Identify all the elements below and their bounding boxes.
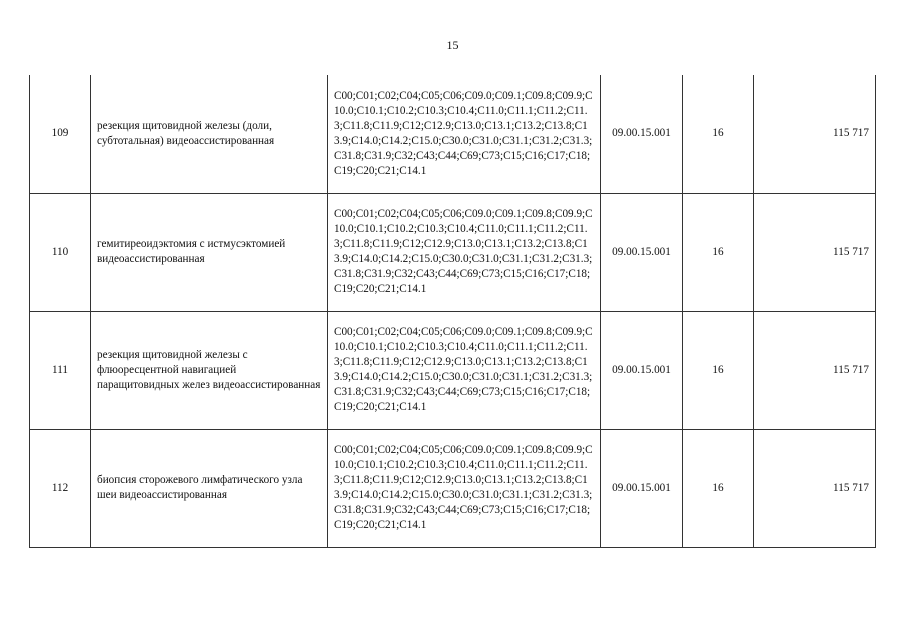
table-row (30, 193, 876, 311)
coefficient: 16 (683, 429, 754, 547)
row-number: 110 (30, 193, 91, 311)
row-number: 111 (30, 311, 91, 429)
icd-codes: C00;C01;C02;C04;C05;C06;C09.0;C09.1;C09.8;C09.9;C10.0;C10.1;C10.2;C10.3;C10.4;C11.0;C11.1;C11.2;C11.3;C11.8;C11.9;C12;C12.9;C13.0;C13.1;C13.2;C13.8;C13.9;C14.0;C14.2;C15.0;C30.0;C31.0;C31.1;C31.2;C31.3;C31.8;C31.9;C32;C43;C44;C69;C73;C15;C16;C17;C18;C19;C20;C21;C14.1 (328, 311, 601, 429)
coefficient: 16 (683, 311, 754, 429)
group-code: 09.00.15.001 (601, 311, 683, 429)
group-code: 09.00.15.001 (601, 429, 683, 547)
table-row (30, 429, 876, 547)
procedure-name: гемитиреоидэктомия с истмусэктомией видеоассистированная (91, 193, 328, 311)
cost-value: 115 717 (754, 193, 876, 311)
icd-codes: C00;C01;C02;C04;C05;C06;C09.0;C09.1;C09.8;C09.9;C10.0;C10.1;C10.2;C10.3;C10.4;C11.0;C11.1;C11.2;C11.3;C11.8;C11.9;C12;C12.9;C13.0;C13.1;C13.2;C13.8;C13.9;C14.0;C14.2;C15.0;C30.0;C31.0;C31.1;C31.2;C31.3;C31.8;C31.9;C32;C43;C44;C69;C73;C15;C16;C17;C18;C19;C20;C21;C14.1 (328, 193, 601, 311)
group-code: 09.00.15.001 (601, 193, 683, 311)
coefficient: 16 (683, 193, 754, 311)
table-row (30, 75, 876, 193)
procedure-name: резекция щитовидной железы с флюоресцентной навигацией паращитовидных желез видеоассистированная (91, 311, 328, 429)
icd-codes: C00;C01;C02;C04;C05;C06;C09.0;C09.1;C09.8;C09.9;C10.0;C10.1;C10.2;C10.3;C10.4;C11.0;C11.1;C11.2;C11.3;C11.8;C11.9;C12;C12.9;C13.0;C13.1;C13.2;C13.8;C13.9;C14.0;C14.2;C15.0;C30.0;C31.0;C31.1;C31.2;C31.3;C31.8;C31.9;C32;C43;C44;C69;C73;C15;C16;C17;C18;C19;C20;C21;C14.1 (328, 429, 601, 547)
table-row (30, 311, 876, 429)
cost-value: 115 717 (754, 429, 876, 547)
row-number: 109 (30, 75, 91, 193)
icd-codes: C00;C01;C02;C04;C05;C06;C09.0;C09.1;C09.8;C09.9;C10.0;C10.1;C10.2;C10.3;C10.4;C11.0;C11.1;C11.2;C11.3;C11.8;C11.9;C12;C12.9;C13.0;C13.1;C13.2;C13.8;C13.9;C14.0;C14.2;C15.0;C30.0;C31.0;C31.1;C31.2;C31.3;C31.8;C31.9;C32;C43;C44;C69;C73;C15;C16;C17;C18;C19;C20;C21;C14.1 (328, 75, 601, 193)
cost-value: 115 717 (754, 75, 876, 193)
procedures-table (29, 75, 876, 548)
cost-value: 115 717 (754, 311, 876, 429)
coefficient: 16 (683, 75, 754, 193)
row-number: 112 (30, 429, 91, 547)
group-code: 09.00.15.001 (601, 75, 683, 193)
procedure-name: резекция щитовидной железы (доли, субтотальная) видеоассистированная (91, 75, 328, 193)
procedure-name: биопсия сторожевого лимфатического узла шеи видеоассистированная (91, 429, 328, 547)
page-number: 15 (446, 38, 459, 52)
